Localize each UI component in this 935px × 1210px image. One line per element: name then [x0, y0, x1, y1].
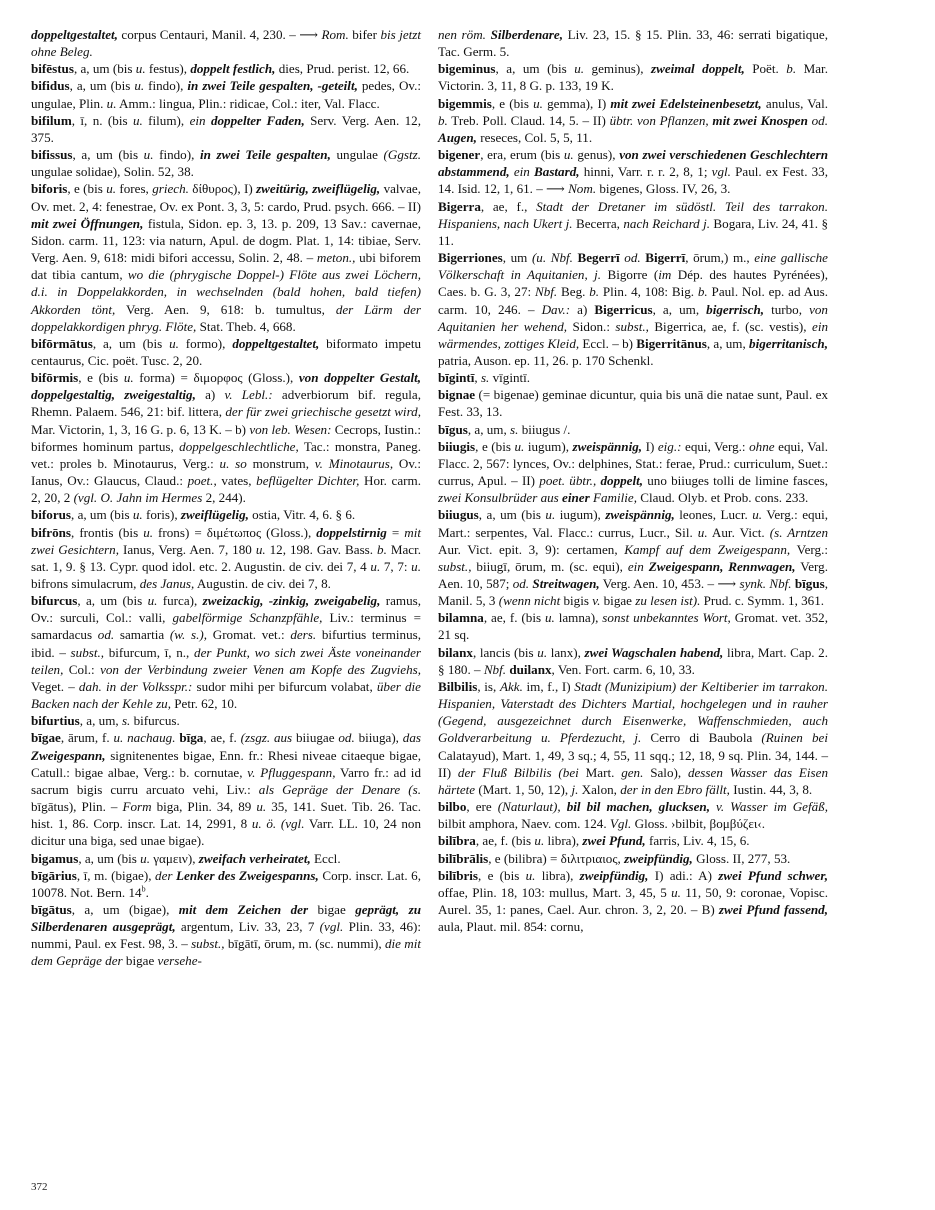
dictionary-entry: bignae (= bigenae) geminae dicuntur, quia bis unā die natae sunt, Paul. ex Fest. 33, 13.: [438, 387, 828, 420]
dictionary-entry: biiugis, e (bis u. iugum), zweispännig, I) eig.: equi, Verg.: ohne equi, Val. Flacc. 2, 567: lynces, Ov.: delphines, Stat.: ferae, Prud.: curriculum, Suet.: currus, Apul. – II) poet. übtr., doppelt, uno biiuges tolli de limine fasces, zwei Konsulbrüder aus einer Familie, Claud. Olyb. et Prob. cons. 233.: [438, 438, 829, 506]
dictionary-entry: bifōrmātus, a, um (bis u. formo), doppeltgestaltet, biformato impetu centaurus, Cic. poët. Tusc. 2, 20.: [31, 335, 422, 368]
dictionary-entry: bīgintī, s. vīgintī.: [438, 370, 531, 386]
dictionary-entry: bilbo, ere (Naturlaut), bil bil machen, glucksen, v. Wasser im Gefäß, bilbit amphora, Naev. com. 124. Vgl. Gloss. ›bilbit, βομβύζει‹.: [438, 799, 828, 832]
dictionary-entry: Bilbilis, is, Akk. im, f., I) Stadt (Munizipium) der Keltiberier im tarrakon. Hispanien, Vaterstadt des Dichters Martial, hochgelegen und in rauher (Gegend, ausgezeichnet durch Eisenwerke, Waffenschmieden, auch Goldverarbeitung u. Pferdezucht, j. Cerro di Baubola (Ruinen bei Calatayud), Mart. 1, 49, 3 sq.; 4, 55, 11 sqq.; 12, 18, 9 sq. Plin. 34, 144. – II) der Fluß Bilbilis (bei Mart. gen. Salo), dessen Wasser das Eisen härtete (Mart. 1, 50, 12), j. Xalon, der in den Ebro fällt, Iustin. 44, 3, 8.: [438, 678, 828, 797]
dictionary-entry: Bigerra, ae, f., Stadt der Dretaner im südöstl. Teil des tarrakon. Hispaniens, nach Ukert j. Becerra, nach Reichard j. Bogara, Liv. 24, 41. § 11.: [438, 198, 828, 248]
dictionary-entry: bifurcus, a, um (bis u. furca), zweizackig, -zinkig, zweigabelig, ramus, Ov.: surculi, Col.: valli, gabelförmige Schanzpfähle, Liv.: terminus = samardacus od. samartia (w. s.), Gromat. vet.: ders. bifurtius terminus, ibid. – subst., bifurcum, ī, n., der Punkt, wo sich zwei Äste voneinander teilen, Col.: von der Verbindung zweier Venen am Kopfe des Zugviehs, Veget. – dah. in der Volksspr.: sudor mihi per bifurcum volabat, über die Backen nach der Kehle zu, Petr. 62, 10.: [31, 593, 422, 712]
left-column: [31, 26, 421, 970]
dictionary-entry: bifissus, a, um (bis u. findo), in zwei Teile gespalten, ungulae (Ggstz. ungulae solidae), Solin. 52, 38.: [31, 147, 422, 180]
dictionary-page: [31, 26, 911, 1196]
dictionary-entry: bilībrālis, e (bilibra) = διλιτριαιος, zweipfündig, Gloss. II, 277, 53.: [438, 850, 791, 866]
dictionary-entry: bigeminus, a, um (bis u. geminus), zweimal doppelt, Poët. b. Mar. Victorin. 3, 11, 8 G. p. 133, 19 K.: [438, 61, 828, 94]
dictionary-entry: bilanx, lancis (bis u. lanx), zwei Wagschalen habend, libra, Mart. Cap. 2. § 180. – Nbf. duilanx, Ven. Fort. carm. 6, 10, 33.: [438, 644, 828, 677]
dictionary-entry: bifrōns, frontis (bis u. frons) = διμέτωπος (Gloss.), doppelstirnig = mit zwei Gesichtern, Ianus, Verg. Aen. 7, 180 u. 12, 198. Gav. Bass. b. Macr. sat. 1, 9. § 13. Cypr. quod idol. etc. 2. Augustin. de civ. dei 7, 4 u. 7, 7: u. bifrons simulacrum, des Janus, Augustin. de civ. dei 7, 8.: [31, 524, 422, 591]
dictionary-entry: bigamus, a, um (bis u. γαμειν), zweifach verheiratet, Eccl.: [31, 850, 341, 866]
dictionary-entry: bifōrmis, e (bis u. forma) = διμορφος (Gloss.), von doppelter Gestalt, doppelgestaltig, zweigestaltig, a) v. Lebl.: adverbiorum bif. regula, Rhemn. Palaem. 546, 21: bif. littera, der für zwei griechische gesetzt wird, Mar. Victorin, 1, 3, 16 G. p. 6, 13 K. – b) von leb. Wesen: Cecrops, Iustin.: biformes hominum partus, doppelgeschlechtliche, Tac.: monstra, Paneg. vet.: proles b. Minotaurus, Verg.: u. so monstrum, v. Minotaurus, Ov.: Ianus, Ov.: Glaucus, Claud.: poet., vates, beflügelter Dichter, Hor. carm. 2, 20, 2 (vgl. O. Jahn im Hermes 2, 244).: [31, 370, 422, 506]
dictionary-entry: biforus, a, um (bis u. foris), zweiflügelig, ostia, Vitr. 4, 6. § 6.: [31, 507, 356, 523]
dictionary-entry: doppeltgestaltet, corpus Centauri, Manil. 4, 230. – ⟶ Rom. bifer bis jetzt ohne Beleg.: [31, 27, 422, 60]
dictionary-entry: biiugus, a, um (bis u. iugum), zweispännig, leones, Lucr. u. Verg.: equi, Mart.: serpentes, Val. Flacc.: currus, Lucr., Sil. u. Aur. Vict. (s. Arntzen Aur. Vict. epit. 3, 9): certamen, Kampf auf dem Zweigespann, Verg.: subst., biiugī, ōrum, m. (sc. equi), ein Zweigespann, Rennwagen, Verg. Aen. 10, 587; od. Streitwagen, Verg. Aen. 10, 453. – ⟶ synk. Nbf. bīgus, Manil. 5, 3 (wenn nicht bigis v. bigae zu lesen ist). Prud. c. Symm. 1, 361.: [438, 507, 829, 609]
dictionary-entry: bifidus, a, um (bis u. findo), in zwei Teile gespalten, -geteilt, pedes, Ov.: ungulae, Plin. u. Amm.: lingua, Plin.: ridicae, Col.: iter, Val. Flacc.: [31, 78, 422, 111]
dictionary-entry: bigemmis, e (bis u. gemma), I) mit zwei Edelsteinenbesetzt, anulus, Val. b. Treb. Poll. Claud. 14, 5. – II) übtr. von Pflanzen, mit zwei Knospen od. Augen, reseces, Col. 5, 5, 11.: [438, 95, 829, 145]
right-column: [438, 26, 828, 935]
dictionary-entry: Bigerriones, um (u. Nbf. Begerrī od. Bigerrī, ōrum,) m., eine gallische Völkerschaft in Aquitanien, j. Bigorre (im Dép. des hautes Pyrénées), Caes. b. G. 3, 27: Nbf. Beg. b. Plin. 4, 108: Big. b. Paul. Nol. ep. ad Aus. carm. 10, 246. – Dav.: a) Bigerricus, a, um, bigerrisch, turbo, von Aquitanien her wehend, Sidon.: subst., Bigerrica, ae, f. (sc. vestis), ein wärmendes, zottiges Kleid, Eccl. – b) Bigerritānus, a, um, bigerritanisch, patria, Auson. ep. 11, 26. p. 170 Schenkl.: [438, 250, 829, 368]
dictionary-entry: bigener, era, erum (bis u. genus), von zwei verschiedenen Geschlechtern abstammend, ein Bastard, hinni, Varr. r. r. 2, 8, 1; vgl. Paul. ex Fest. 33, 14. Isid. 12, 1, 61. – ⟶ Nom. bigenes, Gloss. IV, 26, 3.: [438, 147, 829, 197]
dictionary-entry: bīgae, ārum, f. u. nachaug. bīga, ae, f. (zsgz. aus biiugae od. biiuga), das Zweigespann, signitenentes bigae, Enn. fr.: Rhesi niveae citaeque bigae, Catull.: bigae albae, Verg.: b. cornutae, v. Pfluggespann, Varro fr.: ad id sacrum bigis curru arcuato vehi, Liv.: als Gepräge der Denare (s. bīgātus), Plin. – Form biga, Plin. 34, 89 u. 35, 141. Suet. Tib. 26. Tac. hist. 1, 86. Corp. inscr. Lat. 14, 2991, 8 u. ö. (vgl. Varr. LL. 10, 24 non dicitur una biga, sed unae bigae).: [31, 730, 422, 849]
dictionary-entry: nen röm. Silberdenare, Liv. 23, 15. § 15. Plin. 33, 46: serrati bigatique, Tac. Germ. 5.: [438, 27, 828, 60]
page-number: 372: [31, 1181, 48, 1193]
dictionary-entry: bīgātus, a, um (bigae), mit dem Zeichen der bigae geprägt, zu Silberdenaren ausgeprägt, argentum, Liv. 33, 23, 7 (vgl. Plin. 33, 46): nummi, Paul. ex Fest. 98, 3. – subst., bīgātī, ōrum, m. (sc. nummi), die mit dem Gepräge der bigae versehe-: [31, 901, 421, 969]
dictionary-entry: bīgārius, ī, m. (bigae), der Lenker des Zweigespanns, Corp. inscr. Lat. 6, 10078. Not. Bern. 14$^b$.: [31, 867, 421, 900]
dictionary-entry: biforis, e (bis u. fores, griech. δίθυρος), I) zweitürig, zweiflügelig, valvae, Ov. met. 2, 4: fenestrae, Ov. ex Pont. 3, 3, 5: cardo, Prud. psych. 666. – II) mit zwei Öffnungen, fistula, Sidon. ep. 3, 13. p. 209, 13 Sav.: cavernae, Sidon. carm. 11, 123: via naturn, Apul. de dogm. Plat. 1, 14: tibiae, Serv. Verg. Aen. 9, 618: midi bifori accessu, Solin. 2, 48. – meton., ubi biforem dat tibia cantum, wo die (phrygische Doppel-) Flöte aus zwei Löchern, d.i. in Doppelakkorden, in wechselnden (bald hohen, bald tiefen) Akkorden tönt, Verg. Aen. 9, 618: b. tumultus, der Lärm der doppelakkordigen phryg. Flöte, Stat. Theb. 4, 668.: [31, 181, 422, 334]
dictionary-entry: bifilum, ī, n. (bis u. filum), ein doppelter Faden, Serv. Verg. Aen. 12, 375.: [31, 112, 421, 145]
dictionary-entry: bifurtius, a, um, s. bifurcus.: [31, 713, 180, 729]
dictionary-entry: bilamna, ae, f. (bis u. lamna), sonst unbekanntes Wort, Gromat. vet. 352, 21 sq.: [438, 610, 828, 643]
dictionary-entry: bilībris, e (bis u. libra), zweipfündig, I) adi.: A) zwei Pfund schwer, offae, Plin. 18, 103: mullus, Mart. 3, 45, 5 u. 11, 50, 9: coronae, Vopisc. Aurel. 35, 1: panes, Cael. Aur. chron. 3, 2, 20. – B) zwei Pfund fassend, aula, Plaut. mil. 854: cornu,: [438, 867, 829, 935]
dictionary-entry: bilībra, ae, f. (bis u. libra), zwei Pfund, farris, Liv. 4, 15, 6.: [438, 833, 750, 849]
dictionary-entry: bīgus, a, um, s. biiugus /.: [438, 421, 571, 437]
dictionary-entry: bifēstus, a, um (bis u. festus), doppelt festlich, dies, Prud. perist. 12, 66.: [31, 61, 410, 77]
